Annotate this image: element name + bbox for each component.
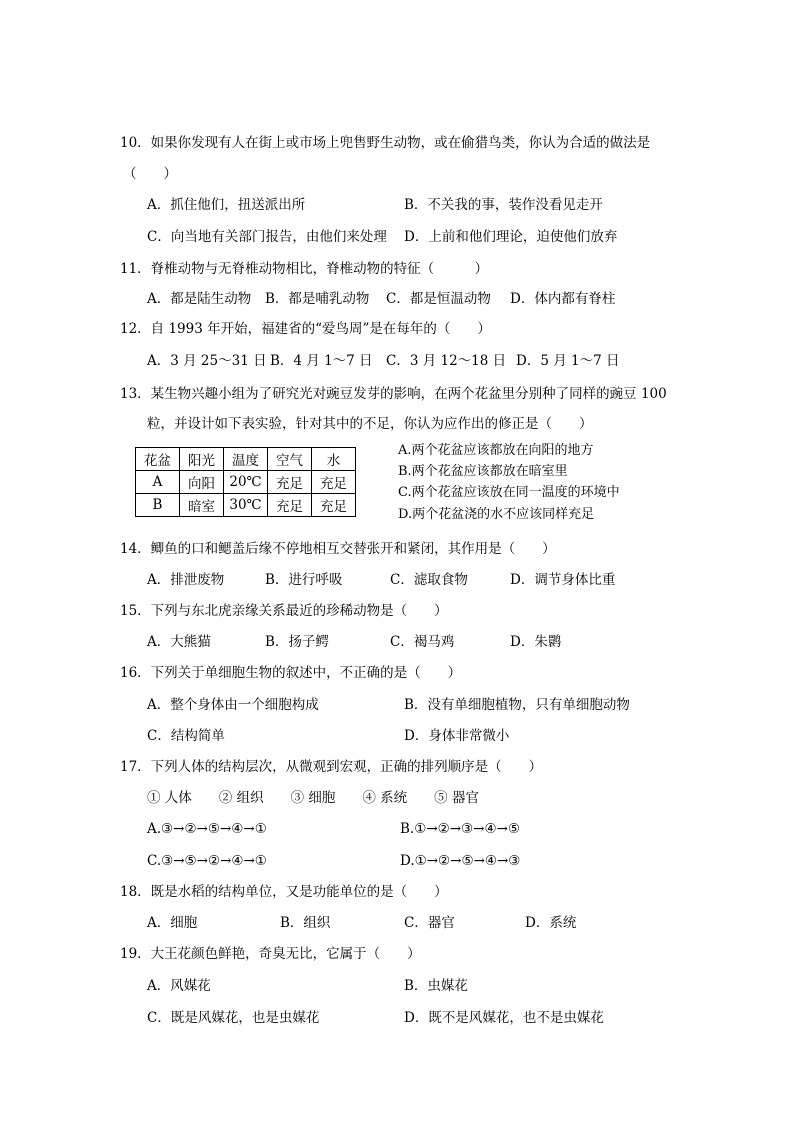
q19-option-d: D．既不是风媒花，也不是虫媒花 bbox=[404, 1010, 604, 1026]
q13-stem: 13．某生物兴趣小组为了研究光对豌豆发芽的影响，在两个花盆里分别种了同样的豌豆 100 bbox=[120, 386, 667, 402]
q10-option-b: B．不关我的事，装作没看见走开 bbox=[404, 197, 603, 213]
q19-option-c: C．既是风媒花，也是虫媒花 bbox=[147, 1010, 320, 1026]
table-cell: 暗室 bbox=[180, 494, 224, 517]
q16-option-d: D．身体非常微小 bbox=[404, 728, 510, 744]
q18-stem: 18．既是水稻的结构单位，又是功能单位的是（ ） bbox=[120, 884, 448, 900]
q17-option-c: C.③→⑤→②→④→① bbox=[147, 853, 267, 869]
q10-paren: （ ） bbox=[123, 166, 177, 182]
table-header-row bbox=[136, 448, 356, 471]
q16-option-a: A．整个身体由一个细胞构成 bbox=[147, 697, 319, 713]
q12-option-d: D．5 月 1～7 日 bbox=[516, 353, 620, 369]
table-cell: 充足 bbox=[268, 471, 312, 494]
q12-option-c: C．3 月 12～18 日 bbox=[386, 353, 507, 369]
table-header-cell: 温度 bbox=[224, 448, 268, 471]
table-cell: 20℃ bbox=[224, 471, 268, 494]
q15-stem: 15．下列与东北虎亲缘关系最近的珍稀动物是（ ） bbox=[120, 603, 448, 619]
q10-option-a: A．抓住他们，扭送派出所 bbox=[147, 197, 306, 213]
q19-option-a: A．风媒花 bbox=[147, 978, 211, 994]
q12-stem: 12．自 1993 年开始，福建省的“爱鸟周”是在每年的（ ） bbox=[120, 321, 491, 337]
q11-option-b: B．都是哺乳动物 bbox=[265, 291, 370, 307]
q18-option-d: D．系统 bbox=[525, 915, 577, 931]
q18-option-b: B．组织 bbox=[280, 915, 331, 931]
q14-option-b: B．进行呼吸 bbox=[265, 572, 343, 588]
table-header-cell: 花盆 bbox=[136, 448, 180, 471]
q19-option-b: B．虫媒花 bbox=[404, 978, 468, 994]
q17-items: ① 人体 ② 组织 ③ 细胞 ④ 系统 ⑤ 器官 bbox=[147, 790, 479, 806]
q15-option-b: B．扬子鳄 bbox=[265, 634, 329, 650]
q14-option-a: A．排泄废物 bbox=[147, 572, 225, 588]
table-cell: 向阳 bbox=[180, 471, 224, 494]
q13-option-b: B.两个花盆应该都放在暗室里 bbox=[398, 464, 568, 479]
q15-option-d: D．朱鹮 bbox=[510, 634, 562, 650]
q15-option-c: C．褐马鸡 bbox=[390, 634, 455, 650]
experiment-table bbox=[135, 447, 356, 517]
q16-option-c: C．结构简单 bbox=[147, 728, 225, 744]
q15-option-a: A．大熊猫 bbox=[147, 634, 211, 650]
table-header-cell: 阳光 bbox=[180, 448, 224, 471]
q19-stem: 19．大王花颜色鲜艳，奇臭无比，它属于（ ） bbox=[120, 946, 421, 962]
q17-option-a: A.③→②→⑤→④→① bbox=[147, 821, 267, 837]
q17-option-b: B.①→②→③→④→⑤ bbox=[400, 821, 520, 837]
table-cell: 充足 bbox=[312, 471, 356, 494]
q11-option-c: C．都是恒温动物 bbox=[386, 291, 491, 307]
q12-option-a: A．3 月 25～31 日 bbox=[147, 353, 267, 369]
q13-option-d: D.两个花盆浇的水不应该同样充足 bbox=[398, 507, 595, 522]
table-header-cell: 空气 bbox=[268, 448, 312, 471]
q13-stem-continued: 粒，并设计如下表实验，针对其中的不足，你认为应作出的修正是（ ） bbox=[147, 416, 593, 432]
table-cell: 30℃ bbox=[224, 494, 268, 517]
q18-option-c: C．器官 bbox=[404, 915, 455, 931]
q11-stem: 11．脊椎动物与无脊椎动物相比，脊椎动物的特征（ ） bbox=[120, 261, 489, 277]
q14-option-c: C．滤取食物 bbox=[390, 572, 468, 588]
q11-option-a: A．都是陆生动物 bbox=[147, 291, 252, 307]
q10-option-c: C．向当地有关部门报告，由他们来处理 bbox=[147, 229, 387, 245]
q12-option-b: B．4 月 1～7 日 bbox=[270, 353, 373, 369]
table-header-cell: 水 bbox=[312, 448, 356, 471]
q11-option-d: D．体内都有脊柱 bbox=[510, 291, 616, 307]
q13-option-c: C.两个花盆应该放在同一温度的环境中 bbox=[398, 485, 620, 500]
q13-option-a: A.两个花盆应该都放在向阳的地方 bbox=[398, 443, 594, 458]
table-cell: 充足 bbox=[312, 494, 356, 517]
q17-stem: 17．下列人体的结构层次，从微观到宏观，正确的排列顺序是（ ） bbox=[120, 759, 543, 775]
q14-option-d: D．调节身体比重 bbox=[510, 572, 616, 588]
q10-option-d: D．上前和他们理论，迫使他们放弃 bbox=[404, 229, 618, 245]
table-cell: A bbox=[136, 471, 180, 494]
q18-option-a: A．细胞 bbox=[147, 915, 198, 931]
q17-option-d: D.①→②→⑤→④→③ bbox=[400, 853, 521, 869]
table-row bbox=[136, 471, 356, 494]
q10-stem: 10．如果你发现有人在街上或市场上兜售野生动物，或在偷猎鸟类，你认为合适的做法是 bbox=[120, 135, 651, 151]
table-cell: B bbox=[136, 494, 180, 517]
q14-stem: 14．鲫鱼的口和鳃盖后缘不停地相互交替张开和紧闭，其作用是（ ） bbox=[120, 541, 556, 557]
q16-stem: 16．下列关于单细胞生物的叙述中，不正确的是（ ） bbox=[120, 665, 462, 681]
table-cell: 充足 bbox=[268, 494, 312, 517]
q16-option-b: B．没有单细胞植物，只有单细胞动物 bbox=[404, 697, 630, 713]
table-row bbox=[136, 494, 356, 517]
